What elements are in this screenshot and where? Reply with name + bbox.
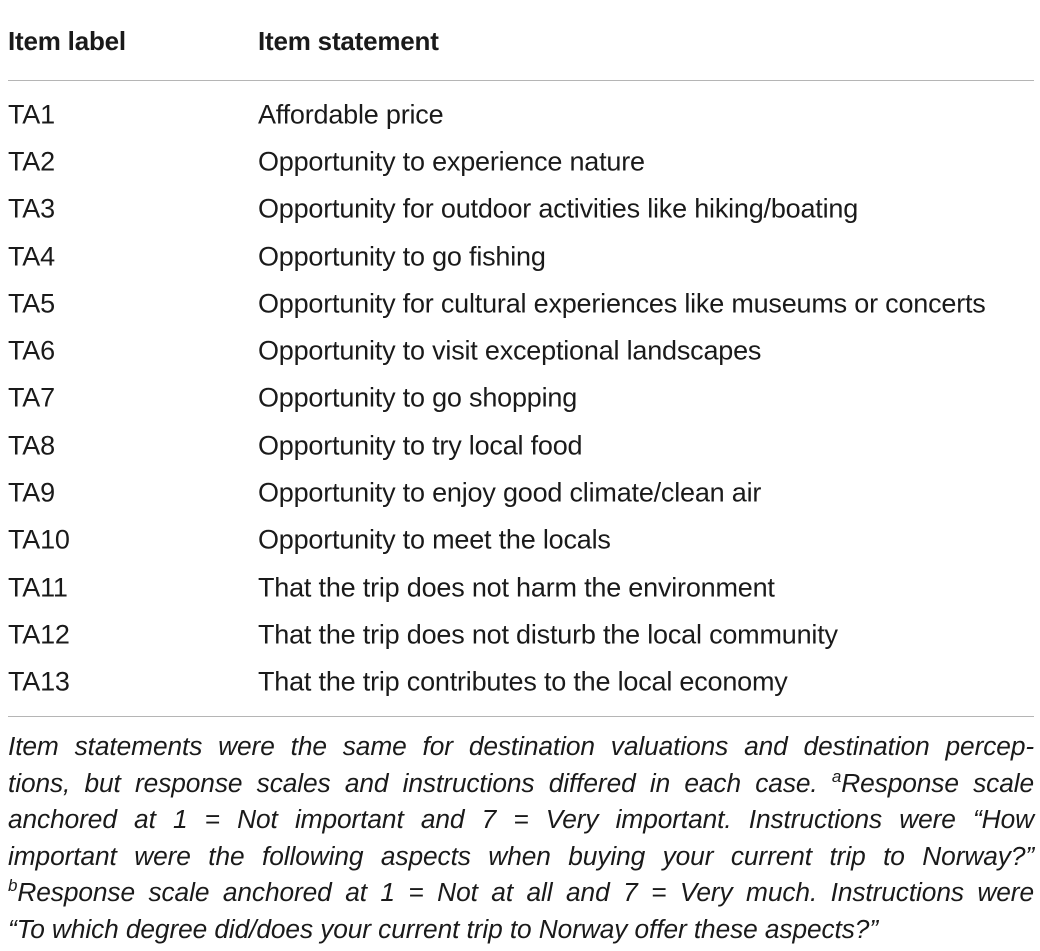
footnote-line-2	[8, 765, 1034, 802]
item-statement-cell: Opportunity to try local food	[258, 430, 583, 461]
superscript-b: b	[8, 876, 18, 896]
item-statement-cell: Opportunity to meet the locals	[258, 524, 611, 555]
table-row	[8, 422, 1034, 469]
item-label-cell: TA7	[8, 382, 55, 413]
item-label-cell: TA11	[8, 572, 68, 603]
footnote-line-2-scale: Response scale	[841, 767, 1035, 798]
footnote-line-5	[8, 874, 1034, 911]
item-statement-cell: Opportunity to go fishing	[258, 241, 546, 272]
table-header-row	[8, 0, 1034, 81]
item-statement-cell: That the trip does not harm the environment	[258, 572, 775, 603]
item-statement-cell: Opportunity to go shopping	[258, 382, 578, 413]
item-label-cell: TA5	[8, 288, 55, 319]
table-row	[8, 375, 1034, 422]
item-label-cell: TA13	[8, 666, 70, 697]
footnote-line-6: “To which degree did/does your current trip to Norway offer these aspects?”	[8, 913, 878, 944]
footnote-line-1: Item statements were the same for destination valuations and destination percep-	[8, 731, 1034, 761]
header-item-statement: Item statement	[258, 26, 439, 56]
item-table	[8, 0, 1034, 717]
table-body	[8, 81, 1034, 717]
table-row	[8, 327, 1034, 374]
table-footnote	[8, 728, 1034, 947]
superscript-a: a	[831, 766, 842, 786]
footnote-line-4: important were the following aspects when buying your current trip to Norway?”	[8, 840, 1034, 871]
table-row	[8, 517, 1034, 564]
footnote-line-3: anchored at 1 = Not important and 7 = Very important. Instructions were “How	[8, 804, 1034, 834]
table-row	[8, 469, 1034, 516]
table-row	[8, 186, 1034, 233]
item-statement-cell: Opportunity for outdoor activities like hiking/boating	[258, 193, 859, 224]
item-statement-cell: Opportunity to experience nature	[258, 146, 645, 177]
table-row	[8, 138, 1034, 185]
item-label-cell: TA12	[8, 619, 70, 650]
item-label-cell: TA2	[8, 146, 55, 177]
item-statement-cell: Opportunity to enjoy good climate/clean air	[258, 477, 762, 508]
item-label-cell: TA1	[8, 99, 55, 130]
item-label-cell: TA3	[8, 193, 55, 224]
table-row	[8, 280, 1034, 327]
item-label-cell: TA6	[8, 335, 55, 366]
footnote-line-2-text: tions, but response scales and instructions differed in each case.	[8, 767, 818, 798]
item-label-cell: TA8	[8, 430, 55, 461]
header-item-label: Item label	[8, 26, 126, 56]
item-label-cell: TA9	[8, 477, 55, 508]
table-row	[8, 659, 1034, 706]
item-statement-cell: That the trip contributes to the local economy	[258, 666, 788, 697]
item-statement-cell: That the trip does not disturb the local community	[258, 619, 838, 650]
table-row	[8, 564, 1034, 611]
item-label-cell: TA4	[8, 241, 55, 272]
item-statement-cell: Opportunity to visit exceptional landscapes	[258, 335, 762, 366]
item-statement-cell: Opportunity for cultural experiences like museums or concerts	[258, 288, 986, 319]
table-row	[8, 611, 1034, 658]
item-statement-cell: Affordable price	[258, 99, 444, 130]
table-row	[8, 91, 1034, 138]
item-label-cell: TA10	[8, 524, 70, 555]
table-row	[8, 233, 1034, 280]
footnote-line-5-text: Response scale anchored at 1 = Not at all and 7 = Very much. Instructions were	[17, 877, 1034, 907]
